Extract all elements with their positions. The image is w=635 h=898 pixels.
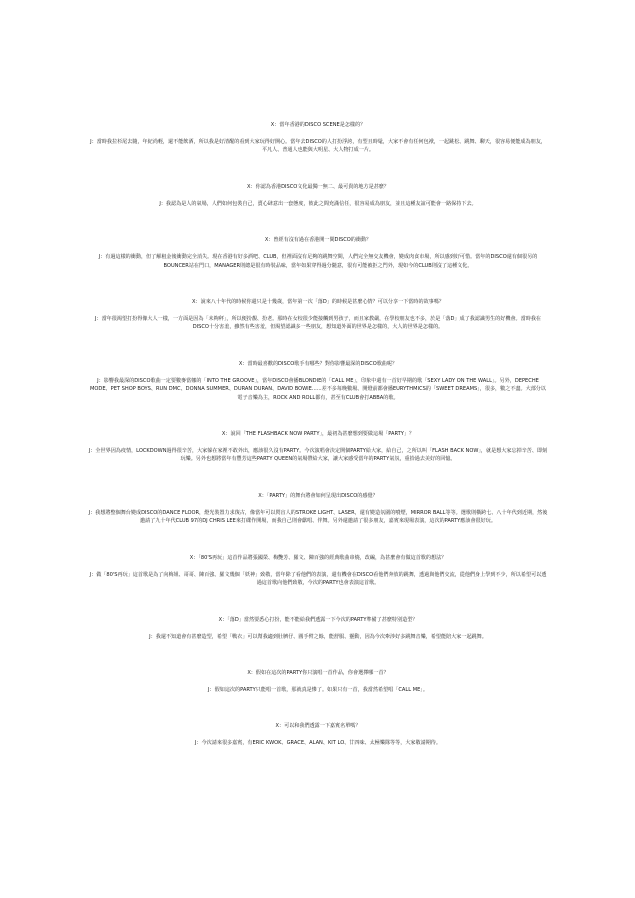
qa-block (88, 299, 548, 332)
qa-block (88, 723, 548, 747)
interview-answer: J：做「80'S再玩」這首歌是為了向梅姐、哥哥、陳百強、羅文幾個「妖神」致敬，當年除了看他們的表演，還有機會在DISCO看他們奔放的跳舞，透過與他們交流，從他們身上學到不少，所以希望可以透過這首歌向他們致敬，今次的PARTY也會表演這首歌。 (89, 571, 547, 587)
interview-question: X：說回「THE FLASHBACK NOW PARTY」，最初為甚麼想到要做這場「PARTY」？ (221, 431, 415, 438)
qa-block (88, 361, 548, 402)
interview-answer: J：當時我拉杉尾去隨，年紀尚輕，還不能飲酒，所以我是好清醒的看到大家玩得好開心。當年去DISCO的人打扮浮誇，有型且時髦，大家不會有任何包袱，一起跳松、跳舞、聊天，很容易便能成為朋友，平凡人、普通人也能與大明星、大人物打成一片。 (90, 139, 546, 154)
interview-question: X：當年香港的DISCO SCENE是怎樣的？ (270, 122, 366, 128)
qa-block (88, 617, 548, 641)
interview-question: X：「落D」當然要悉心打扮，能不能給我們透露一下今次的PARTY準備了甚麼特別造型？ (218, 616, 418, 623)
interview-question: X：假如在這次的PARTY你只演唱一首作品，你會選擇哪一首？ (247, 669, 389, 676)
interview-answer: J：今次請來很多嘉賓，有ERIC KWOK、GRACE、ALAN、KIT LO、廿四味、太極樂隊等等，大家敬請期待。 (194, 740, 441, 747)
qa-block (88, 122, 548, 155)
interview-answer: J：我認為是人的氣場，人們如何包裝自己，賣心肆意出一套態度，彼此之間充滿信任，很容易成為朋友，並且這種友誼可能會一路保持下去。 (159, 200, 477, 207)
interview-answer: J：我想將整個舞台變成DISCO的DANCE FLOOR，燈光裝置力求復古，像當年可以閃盲人的STROKE LIGHT、LASER，還有變造氛圍的噴煙，MIRROR BALL等等。選歌則橫跨七、八十年代到近期，然後邀請了九十年代CLUB 97的DJ CHRIS LEE來打碟作開場，而我自己則會獻唱、伴舞。另外還邀請了很多朋友，嘉賓來現場表演，這次的PARTY應該會很好玩。 (88, 509, 548, 525)
interview-answer: J：我還不知道會有甚麼造型，希望「戰衣」可以幫我適到肚臍仔、圓手臂之餘，能舒服、靈動，因為今次牽涉好多跳舞音樂，希望能陪大家一起跳舞。 (149, 633, 487, 640)
qa-block (88, 555, 548, 588)
interview-answer: J：當年很渴望打扮得像大人一樣，一方面是因為「未夠秤」，所以便扮靚、扮老。那時在女校很少能接觸到男孩子，而且家教嚴，在學校朋友也不多，於是「落D」成了我認識男生的好機會。當時我在DISCO十分害羞，雖然有些害羞，但渴望認識多一些朋友，想知道外面的世界是怎樣的，大人的世界是怎樣的。 (94, 316, 542, 331)
interview-question: X：「PARTY」的舞台將會如何呈現出DISCO的感覺？ (258, 492, 378, 499)
interview-answer: J：假如這次的PARTY只能唱一首歌，那就真是慘了。如果只有一首，我當然希望唱「CALL ME」。 (208, 686, 428, 693)
interview-question: X：「80'S再玩」這首作品將張國榮、梅艷芳、羅文、陳百強的經典歌曲串燒，改編，為甚麼會有做這首歌的想法？ (189, 554, 447, 561)
interview-answer: J：全世界因為疫情，LOCKDOWN過得很辛苦，大家躲在家裡不敢外出，應該很久沒有PARTY。今次演唱會決定開個PARTY給大家，給自己，之所以叫「FLASH BACK NOW」，就是想大家忘掉辛苦、即刻玩樂。另外也想將當年有豐芳這些PARTY QUEEN的氣場帶給大家，讓大家感受當年的PARTY氣氛，重拾過去美好的回憶。 (88, 448, 548, 463)
interview-question: X：曾經有沒有過在香港開一間DISCO的衝動？ (264, 237, 372, 244)
qa-block (88, 670, 548, 694)
qa-block (88, 493, 548, 526)
interview-question: X：你認為香港DISCO文化最獨一無二、最可貴的地方是甚麼？ (247, 183, 389, 190)
interview-answer: J：影響我最深的DISCO歌曲一定要數麥當娜的「INTO THE GROOVE」，當年DISCO會播BLONDIE的「CALL ME」，印象中還有一首好早期的歌「SEXY LADY ON THE WALL」。另外，DEPECHE MODE、PET SHOP BOYS、RUN DMC、DONNA SUMMER、DURAN DURAN、DAVID BOWIE......差不多每晚數場、開燈前都會播EURYTHMICS的「SWEET DREAMS」，很多，數之不盡。大部分以電子音樂為主，ROCK AND ROLL都有，甚至有CLUB會打ABBA的歌。 (90, 377, 546, 401)
qa-block (88, 431, 548, 464)
interview-answer: J：有過這樣的衝動，但了解租金後衝動完全消失。現在香港有好多酒吧、CLUB，但裡面沒有足夠的跳舞空間，人們完全無交友機會，變成肉食市場，所以感到好可惜。當年的DISCO還有個很另的BOUNCER站在門口，MANAGER則總是很有時裝品味，當年如果穿得過分隨意，很有可能被拒之門外，現如今的CLUB則沒了這種文化。 (98, 254, 538, 269)
interview-article (88, 122, 548, 777)
interview-question: X：當時最喜歡的DISCO歌手有哪些？對你影響最深的DISCO歌曲呢？ (238, 360, 398, 367)
qa-block (88, 184, 548, 208)
interview-question: X：說來八十年代的時候你還只是十幾歲，當年第一次「落D」的時候是甚麼心情？可以分享一下當時的故事嗎？ (192, 299, 444, 306)
interview-question: X：可以和我們透露一下嘉賓名單嗎？ (275, 723, 361, 730)
qa-block (88, 237, 548, 270)
